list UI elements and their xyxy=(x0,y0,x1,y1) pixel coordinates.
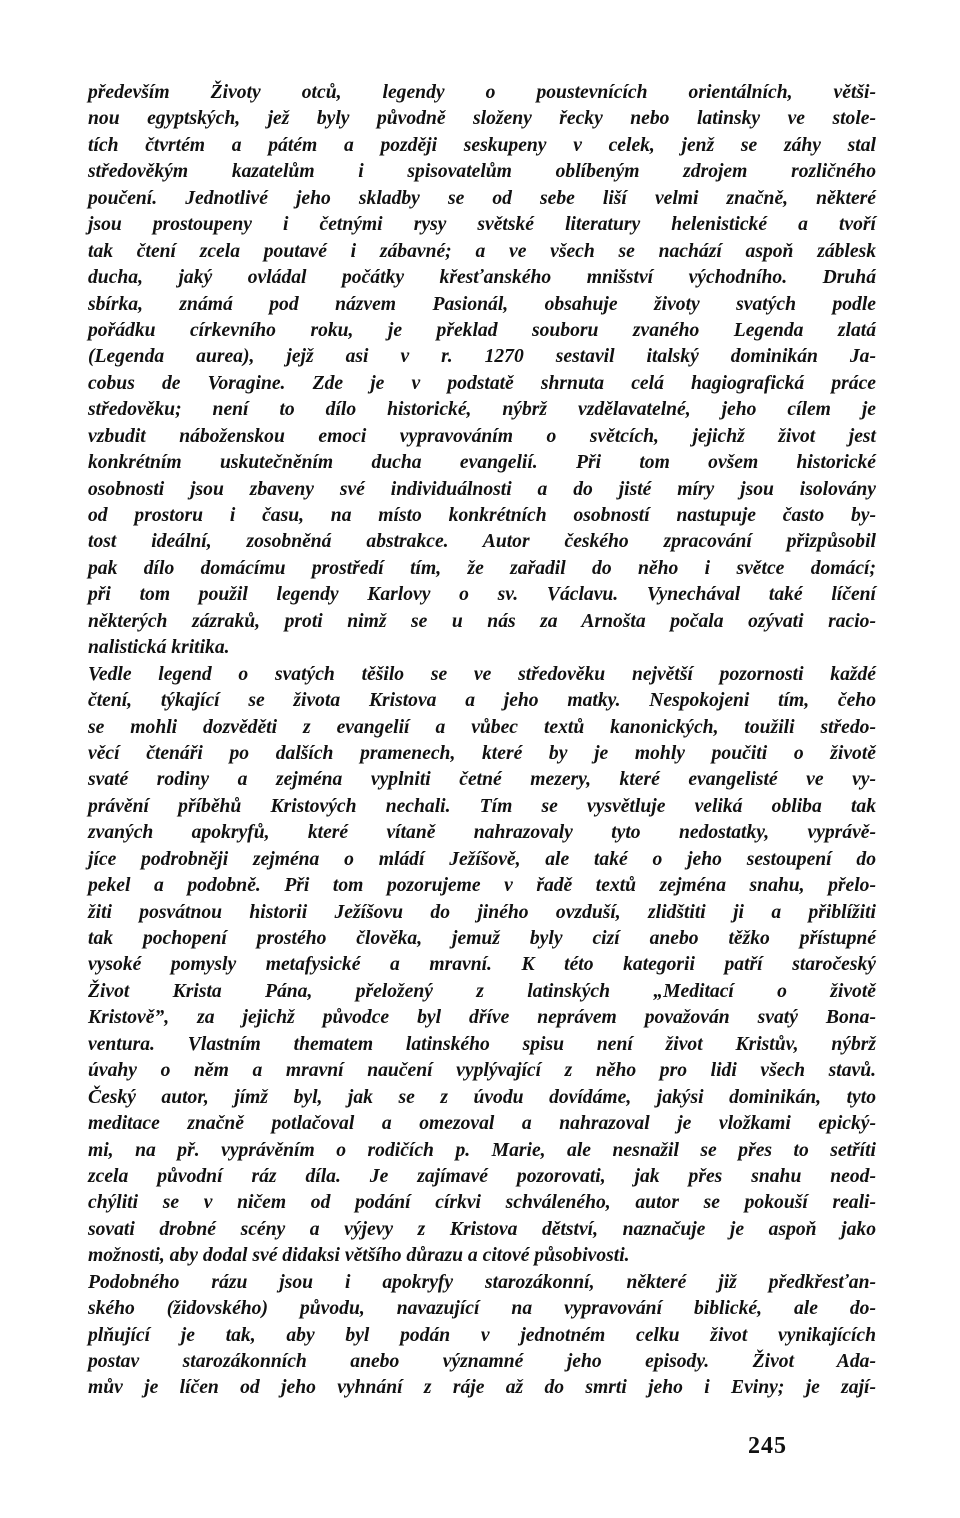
text-line: sovati drobné scény a výjevy z Kristova dětství, naznačuje je aspoň jako xyxy=(88,1218,876,1240)
text-line: mův je líčen od jeho vyhnání z ráje až do smrti jeho i Eviny; je zají- xyxy=(88,1377,876,1399)
text-line: zvaných apokryfů, které vítaně nahrazovaly tyto nedostatky, vyprávě- xyxy=(88,822,876,844)
text-line: především Životy otců, legendy o poustevnících orientálních, větši- xyxy=(88,82,876,103)
text-line: vysoké pomysly metafysické a mravní. K této kategorii patří staročeský xyxy=(88,954,876,976)
text-line: poučení. Jednotlivé jeho skladby se od sebe liší velmi značně, některé xyxy=(88,187,876,209)
text-line: žiti posvátnou historii Ježíšovu do jiného ovzduší, zlidštiti ji a přiblížiti xyxy=(88,901,876,923)
text-line: svaté rodiny a zejména vyplniti četné mezery, které evangelisté ve vy- xyxy=(88,769,876,791)
text-line: Život Krista Pána, přeložený z latinských „Meditací o životě xyxy=(88,980,876,1002)
text-line: pořádku církevního roku, je překlad souboru zvaného Legenda zlatá xyxy=(88,319,876,341)
text-line: meditace značně potlačoval a omezoval a nahrazoval je vložkami epický- xyxy=(88,1113,876,1135)
text-line: tích čtvrtém a pátém a později seskupeny v celek, jenž se záhy stal xyxy=(88,134,876,156)
paragraph-end-line: nalistická kritika. xyxy=(88,637,230,659)
text-line: Český autor, jímž byl, jak se z úvodu dovídáme, jakýsi dominikán, tyto xyxy=(88,1086,876,1108)
text-line: sbírka, známá pod názvem Pasionál, obsahuje životy svatých podle xyxy=(88,293,876,315)
text-line: pekel a podobně. Při tom pozorujeme v řadě textů zejména snahu, přelo- xyxy=(88,875,876,897)
text-line: středověku; není to dílo historické, nýbrž vzdělavatelné, jeho cílem je xyxy=(88,399,876,421)
text-line: tost ideální, zosobněná abstrakce. Autor českého zpracování přizpůsobil xyxy=(88,531,876,553)
page-text-body xyxy=(88,80,876,1402)
text-line: tak čtení zcela poutavé i zábavné; a ve všech se nachází aspoň záblesk xyxy=(88,240,876,262)
text-line: jsou prostoupeny i četnými rysy světské literatury helenistické a tvoří xyxy=(88,214,876,236)
text-line: chýliti se v ničem od podání církvi schváleného, autor se pokouší reali- xyxy=(88,1192,876,1214)
text-line: se mohli dozvěděti z evangelií a vůbec textů kanonických, toužili středo- xyxy=(88,716,876,738)
text-line: úvahy o něm a mravní naučení vyplývající z něho pro lidi všech stavů. xyxy=(88,1060,876,1082)
text-line: Vedle legend o svatých těšilo se ve středověku největší pozornosti každé xyxy=(88,663,876,685)
text-line: konkrétním uskutečněním ducha evangelií. Při tom ovšem historické xyxy=(88,452,876,474)
text-line: ducha, jaký ovládal počátky křesťanského mnišství východního. Druhá xyxy=(88,267,876,289)
paragraph-end-line: možnosti, aby dodal své didaksi většího důrazu a citové působivosti. xyxy=(88,1245,630,1267)
text-line: mi, na př. vyprávěním o rodičích p. Marie, ale nesnažil se přes to setříti xyxy=(88,1139,876,1161)
text-line: tak pochopení prostého člověka, jemuž byly cizí anebo těžko přístupné xyxy=(88,928,876,949)
text-line: zcela původní ráz díla. Je zajímavé pozorovati, jak přes snahu neod- xyxy=(88,1165,876,1187)
page-number: 245 xyxy=(748,1433,787,1459)
text-line: osobnosti jsou zbaveny své individuálnosti a do jisté míry jsou isolovány xyxy=(88,478,876,500)
text-line: věcí čtenáři po dalších pramenech, které by je mohly poučiti o životě xyxy=(88,742,876,764)
text-line: nou egyptských, jež byly původně složeny řecky nebo latinsky ve stole- xyxy=(88,108,876,130)
text-line: středověkým kazatelům i spisovatelům oblíbeným zdrojem rozličného xyxy=(88,161,876,183)
text-line: od prostoru i času, na místo konkrétních osobností nastupuje často by- xyxy=(88,505,876,526)
text-line: cobus de Voragine. Zde je v podstatě shrnuta celá hagiografická práce xyxy=(88,372,876,394)
text-line: při tom použil legendy Karlovy o sv. Václavu. Vynechával také líčení xyxy=(88,584,876,606)
text-line: Kristově”, za jejichž původce byl dříve neprávem považován svatý Bona- xyxy=(88,1007,876,1029)
text-line: postav starozákonních anebo významné jeho episody. Život Ada- xyxy=(88,1351,876,1372)
text-line: jíce podrobněji zejména o mládí Ježíšově, ale také o jeho sestoupení do xyxy=(88,848,876,870)
text-line: ventura. Vlastním thematem latinského spisu není život Kristův, nýbrž xyxy=(88,1033,876,1055)
text-line: (Legenda aurea), jejž asi v r. 1270 sestavil italský dominikán Ja- xyxy=(88,346,876,368)
text-line: pak dílo domácímu prostředí tím, že zařadil do něho i světce domácí; xyxy=(88,557,876,579)
text-line: ského (židovského) původu, navazující na vypravování biblické, ale do- xyxy=(88,1298,876,1320)
text-line: vzbudit náboženskou emoci vypravováním o světcích, jejichž život jest xyxy=(88,425,876,447)
text-line: Podobného rázu jsou i apokryfy starozákonní, některé již předkřesťan- xyxy=(88,1271,876,1293)
text-line: plňující je tak, aby byl podán v jednotném celku život vynikajících xyxy=(88,1324,876,1346)
text-line: právění příběhů Kristových nechali. Tím se vysvětluje veliká obliba tak xyxy=(88,795,876,817)
text-line: některých zázraků, proti nimž se u nás za Arnošta počala ozývati racio- xyxy=(88,610,876,632)
text-line: čtení, týkající se života Kristova a jeho matky. Nespokojeni tím, čeho xyxy=(88,690,876,712)
